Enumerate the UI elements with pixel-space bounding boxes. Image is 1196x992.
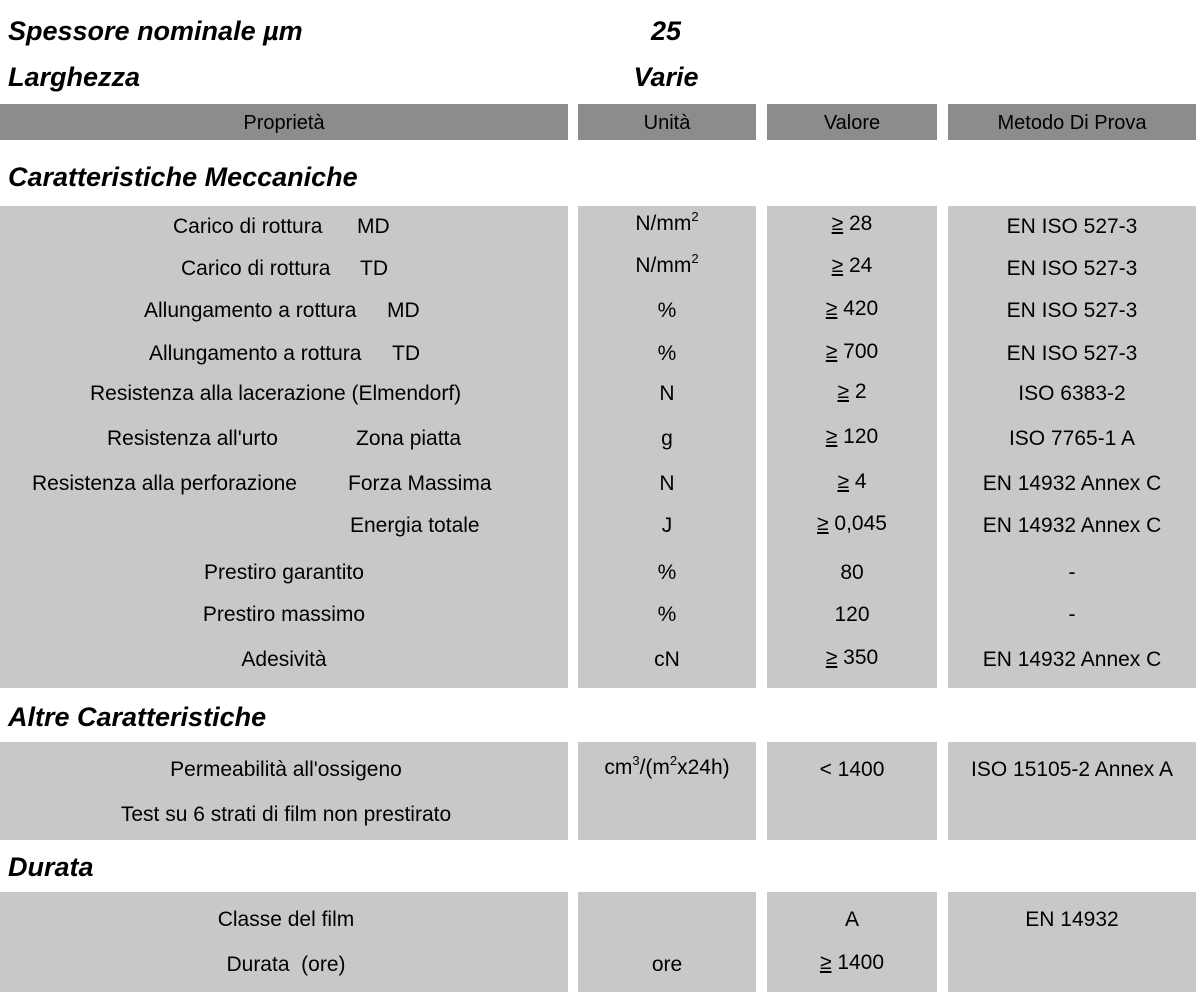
column-header-property: Proprietà (0, 104, 568, 140)
row-unit: % (657, 561, 677, 584)
row-value: ≥ 350 (825, 646, 879, 669)
column-header-value: Valore (767, 104, 937, 140)
row-value: ≥ 420 (825, 297, 879, 320)
row-unit: % (657, 299, 677, 322)
row-method: EN ISO 527-3 (1006, 215, 1138, 238)
width-label: Larghezza (8, 62, 141, 92)
row-unit: $cm^3/(m^2x24h)$ (604, 753, 730, 779)
row-property: Allungamento a rottura (144, 299, 357, 322)
width-value: Varie (633, 62, 699, 92)
row-method: ISO 15105-2 Annex A (971, 758, 1173, 781)
row-unit: g (661, 427, 673, 450)
row-property: Resistenza all'urto (107, 427, 278, 450)
row-value: 80 (840, 561, 864, 584)
section-title-duration: Durata (8, 852, 94, 882)
row-value: ≥ 700 (825, 340, 879, 363)
row-property: Durata (ore) (226, 953, 346, 976)
row-unit: J (661, 514, 673, 537)
thickness-label: Spessore nominale µm (8, 16, 303, 46)
row-method: ISO 7765-1 A (1008, 427, 1136, 450)
row-direction: TD (360, 257, 388, 280)
thickness-value: 25 (650, 16, 682, 46)
row-direction: MD (357, 215, 390, 238)
section-title-mechanical: Caratteristiche Meccaniche (8, 162, 358, 192)
row-property: Carico di rottura (173, 215, 323, 238)
row-property: Resistenza alla perforazione (32, 472, 297, 495)
row-property: Prestiro garantito (204, 561, 364, 584)
row-value: ≥ 4 (837, 470, 867, 493)
column-header-unit: Unità (578, 104, 756, 140)
row-value: ≥ 2 (837, 380, 867, 403)
row-unit: ore (651, 953, 683, 976)
row-property: Permeabilità all'ossigeno (170, 758, 402, 781)
row-method: EN 14932 (1025, 908, 1119, 931)
row-value: ≥ 0,045 (817, 512, 887, 535)
row-method: EN ISO 527-3 (1006, 299, 1138, 322)
row-unit: $N/mm^2$ (635, 209, 699, 235)
column-header-method: Metodo Di Prova (948, 104, 1196, 140)
row-subproperty: Forza Massima (348, 472, 492, 495)
row-method: EN ISO 527-3 (1006, 257, 1138, 280)
row-property-note: Test su 6 strati di film non prestirato (120, 803, 452, 826)
row-property: Resistenza alla lacerazione (Elmendorf) (90, 382, 462, 405)
row-property: Allungamento a rottura (149, 342, 362, 365)
row-value: ≥ 24 (831, 254, 873, 277)
row-value: ≥ 120 (825, 425, 879, 448)
row-direction: MD (387, 299, 420, 322)
row-property: Carico di rottura (181, 257, 331, 280)
row-property: Prestiro massimo (202, 603, 366, 626)
row-value: < 1400 (819, 758, 885, 781)
row-unit: N (659, 382, 675, 405)
row-method: - (1068, 561, 1076, 584)
row-value: ≥ 28 (831, 212, 873, 235)
section-title-other: Altre Caratteristiche (8, 702, 267, 732)
row-value: ≥ 1400 (819, 951, 885, 974)
row-property: Adesività (241, 648, 327, 671)
row-subproperty: Energia totale (350, 514, 480, 537)
row-method: ISO 6383-2 (1018, 382, 1126, 405)
row-unit: % (657, 342, 677, 365)
row-method: EN ISO 527-3 (1006, 342, 1138, 365)
row-method: - (1068, 603, 1076, 626)
row-unit: cN (654, 648, 680, 671)
row-method: EN 14932 Annex C (982, 472, 1162, 495)
row-value: 120 (834, 603, 870, 626)
row-method: EN 14932 Annex C (982, 648, 1162, 671)
row-direction: TD (392, 342, 420, 365)
row-property: Classe del film (217, 908, 355, 931)
row-value: A (844, 908, 859, 931)
row-unit: N (659, 472, 675, 495)
row-method: EN 14932 Annex C (982, 514, 1162, 537)
row-subproperty: Zona piatta (356, 427, 462, 450)
row-unit: % (657, 603, 677, 626)
row-unit: $N/mm^2$ (635, 251, 699, 277)
